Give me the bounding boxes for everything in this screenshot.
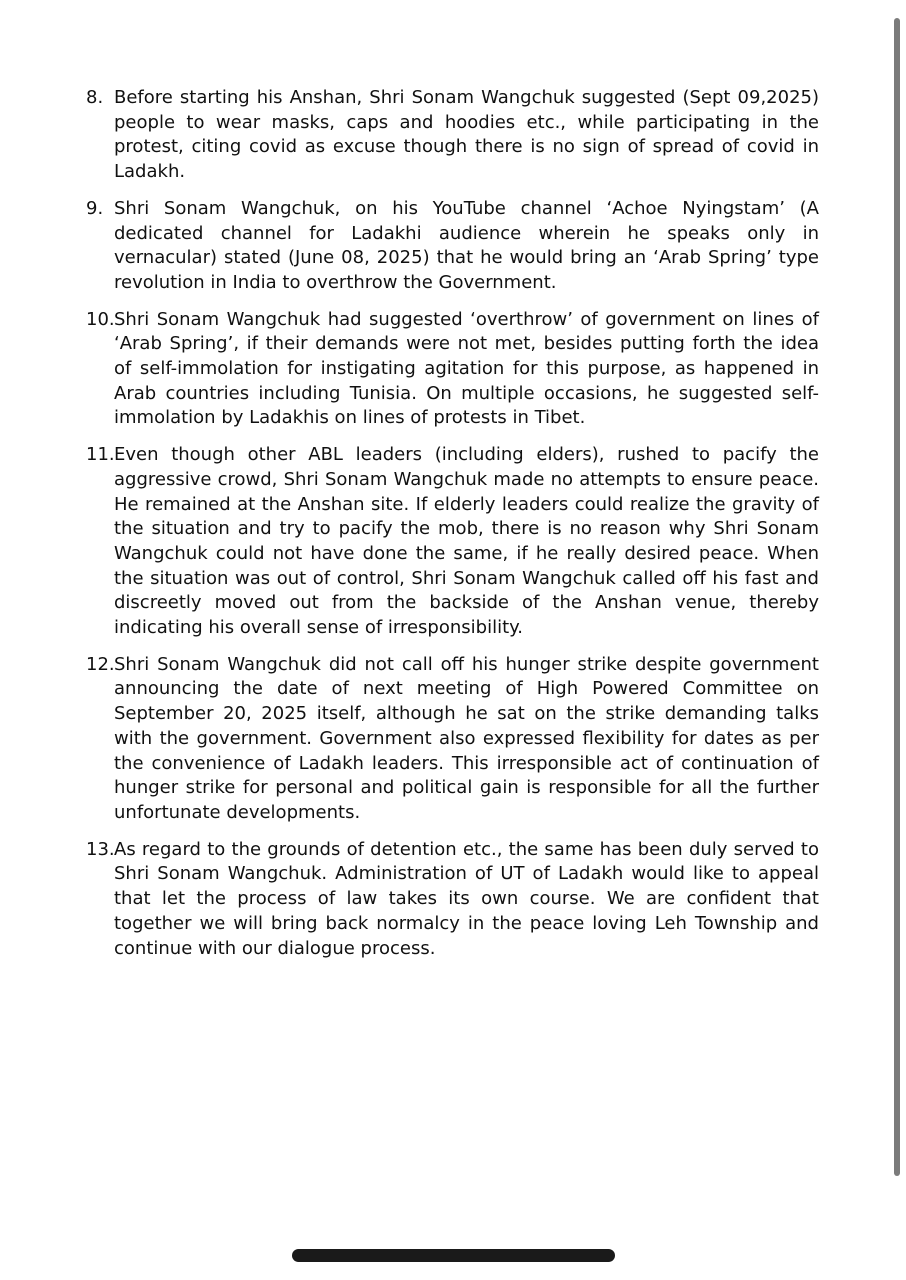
item-text: Shri Sonam Wangchuk did not call off his hunger strike despite government announcing the date of next meeting of High Powered Committee on September 20, 2025 itself, although he sat on the strike demanding talks with the government. Government also expressed flexibility for dates as per the convenience of Ladakh leaders. This irresponsible act of continuation of hunger strike for personal and political gain is responsible for all the further unfortunate developments. (114, 653, 819, 823)
list-item (86, 838, 819, 962)
item-number: 12. (86, 653, 115, 675)
item-text: Shri Sonam Wangchuk had suggested ‘overthrow’ of government on lines of ‘Arab Spring’, if their demands were not met, besides putting forth the idea of self-immolation for instigating agitation for this purpose, as happened in Arab countries including Tunisia. On multiple occasions, he suggested self-immolation by Ladakhis on lines of protests in Tibet. (114, 308, 819, 429)
item-number: 10. (86, 308, 115, 330)
list-item (86, 86, 819, 185)
list-item (86, 443, 819, 641)
home-indicator-bar[interactable] (292, 1249, 615, 1262)
item-number: 13. (86, 838, 115, 860)
item-text: Shri Sonam Wangchuk, on his YouTube channel ‘Achoe Nyingstam’ (A dedicated channel for Ladakhi audience wherein he speaks only in vernacular) stated (June 08, 2025) that he would bring an ‘Arab Spring’ type revolution in India to overthrow the Government. (114, 197, 819, 293)
item-number: 9. (86, 197, 104, 219)
item-text: Before starting his Anshan, Shri Sonam Wangchuk suggested (Sept 09,2025) people to wear masks, caps and hoodies etc., while participating in the protest, citing covid as excuse though there is no sign of spread of covid in Ladakh. (114, 87, 819, 183)
item-number: 8. (86, 87, 104, 108)
list-item (86, 197, 819, 296)
list-item (86, 653, 819, 826)
item-number: 11. (86, 444, 115, 466)
item-text: As regard to the grounds of detention etc., the same has been duly served to Shri Sonam Wangchuk. Administration of UT of Ladakh would like to appeal that let the process of law takes its own course. We are confident that together we will bring back normalcy in the peace loving Leh Township and continue with our dialogue process. (114, 838, 819, 959)
numbered-paragraph-list (86, 86, 819, 973)
list-item (86, 308, 819, 432)
vertical-scrollbar[interactable] (894, 18, 900, 1176)
item-text: Even though other ABL leaders (including elders), rushed to pacify the aggressive crowd, Shri Sonam Wangchuk made no attempts to ensure peace. He remained at the Anshan site. If elderly leaders could realize the gravity of the situation and try to pacify the mob, there is no reason why Shri Sonam Wangchuk could not have done the same, if he really desired peace. When the situation was out of control, Shri Sonam Wangchuk called off his fast and discreetly moved out from the backside of the Anshan venue, thereby indicating his overall sense of irresponsibility. (114, 444, 819, 639)
